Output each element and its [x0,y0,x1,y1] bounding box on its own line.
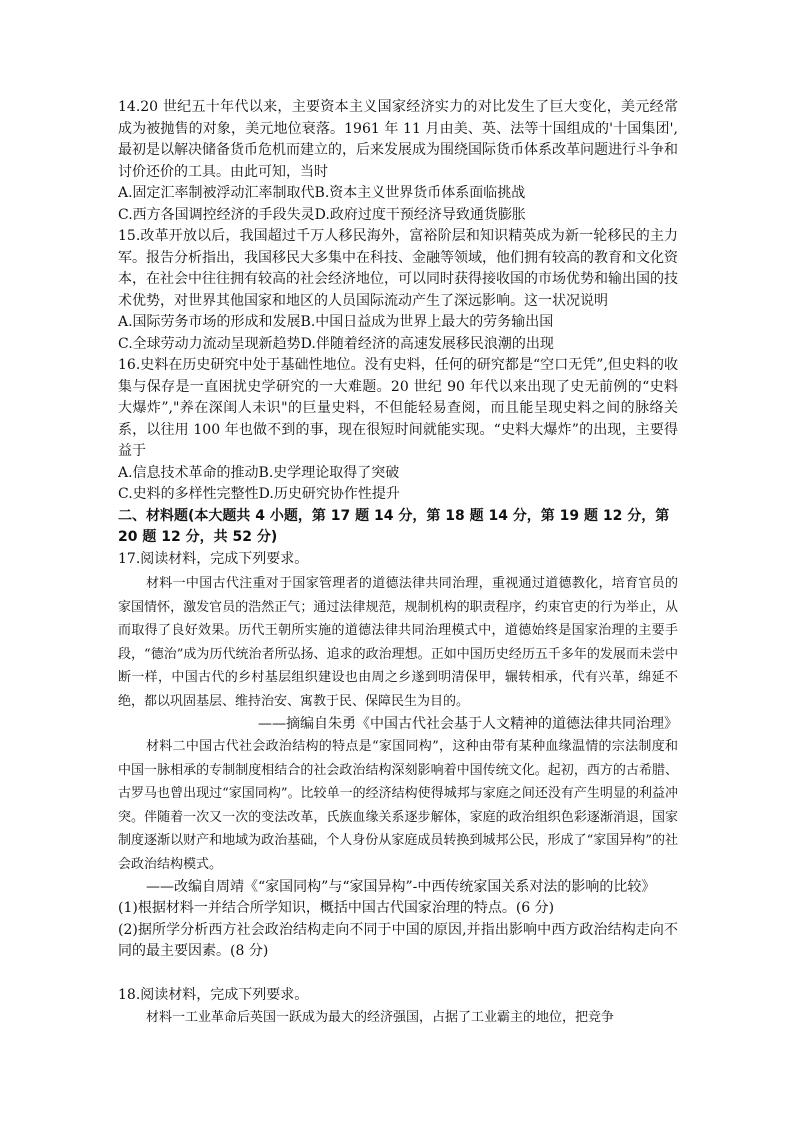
question-17-source-2: ——改编自周靖《“家国同构”与“家国异构”-中西传统家国关系对法的影响的比较》 [146,879,656,895]
question-17-material-2: 材料二中国古代社会政治结构的特点是“家国同构”，这种由带有某种血缘温情的宗法制度和中国一脉相承的专制制度相结合的社会政治结构深刻影响着中国传统文化。起初，西方的古希腊、古罗马也曾出现过“家国同构”。比较单一的经济结构使得城邦与家庭之间还没有产生明显的利益冲突。伴随着一次又一次的变法改革，氏族血缘关系逐步解体，家庭的政治组织色彩逐渐消退，国家制度逐渐以财产和地域为政治基础，个人身份从家庭成员转换到城邦公民，形成了“家国异构”的社会政治结构模式。 [118,739,678,872]
question-16-options-ab: A.信息技术革命的推动B.史学理论取得了突破 [118,464,400,481]
question-15-options-ab: A.国际劳务市场的形成和发展B.中国日益成为世界上最大的劳务输出国 [118,314,554,330]
exam-page [118,97,678,1030]
question-14-stem: 14.20 世纪五十年代以来，主要资本主义国家经济实力的对比发生了巨大变化，美元经常成为被抛售的对象，美元地位衰落。1961 年 11 月由美、英、法等十国组成的'十国集团',最初是以解决储备货币危机而建立的，后来发展成为围绕国际货币体系改革问题进行斗争和讨价还价的工具。由此可知，当时 [118,99,678,180]
question-16-options-cd: C.史料的多样性完整性D.历史研究协作性提升 [118,486,400,502]
question-17-source-1: ——摘编自朱勇《中国古代社会基于人文精神的道德法律共同治理》 [258,716,678,732]
spacer [118,963,678,985]
question-16-stem: 16.史料在历史研究中处于基础性地位。没有史料，任何的研究都是“空口无凭”,但史料的收集与保存是一直困扰史学研究的一大难题。20 世纪 90 年代以来出现了史无前例的“史料大爆炸”,"养在深闺人未识"的巨量史料，不但能轻易查阅，而且能呈现史料之间的脉络关系，以往用 100 年也做不到的事，现在很短时间就能实现。“史料大爆炸”的出现，主要得益于 [118,357,678,459]
question-17-ask-1: (1)根据材料一并结合所学知识，概括中国古代国家治理的特点。(6 分) [118,900,555,916]
question-17-intro: 17.阅读材料，完成下列要求。 [118,550,309,567]
question-17-ask-2: (2)据所学分析西方社会政治结构走向不同于中国的原因,并指出影响中西方政治结构走向不同的最主要因素。(8 分) [118,921,678,959]
question-17-material-1: 材料一中国古代注重对于国家管理者的道德法律共同治理，重视通过道德教化，培育官员的家国情怀，激发官员的浩然正气；通过法律规范，规制机构的职责程序，约束官吏的行为举止，从而取得了良好效果。历代王朝所实施的道德法律共同治理模式中，道德始终是国家治理的主要手段，“德治”成为历代统治者所弘扬、追求的政治理想。正如中国历史经历五千多年的发展而未尝中断一样，中国古代的乡村基层组织建设也由周之乡遂到明清保甲，辗转相承，代有兴革，绵延不绝，都以巩固基层、维持治安、寓教于民、保障民生为目的。 [118,576,678,709]
question-15-stem: 15.改革开放以后，我国超过千万人移民海外，富裕阶层和知识精英成为新一轮移民的主力军。报告分析指出，我国移民大多集中在科技、金融等领域，他们拥有较高的教育和文化资本，在社会中往往拥有较高的社会经济地位，可以同时获得接收国的市场优势和输出国的技术优势，对世界其他国家和地区的人员国际流动产生了深远影响。这一状况说明 [118,228,678,309]
question-14-options-cd: C.西方各国调控经济的手段失灵D.政府过度干预经济导致通货膨胀 [118,206,526,223]
section-2-heading: 二、材料题(本大题共 4 小题，第 17 题 14 分，第 18 题 14 分，第 19 题 12 分，第 20 题 12 分，共 52 分) [118,507,670,545]
question-18-material-1: 材料一工业革命后英国一跃成为最大的经济强国，占据了工业霸主的地位，把竞争 [146,1010,615,1025]
question-15-options-cd: C.全球劳动力流动呈现新趋势D.伴随着经济的高速发展移民浪潮的出现 [118,335,554,352]
question-18-intro: 18.阅读材料，完成下列要求。 [118,986,309,1003]
question-14-options-ab: A.固定汇率制被浮动汇率制取代B.资本主义世界货币体系面临挑战 [118,185,526,201]
